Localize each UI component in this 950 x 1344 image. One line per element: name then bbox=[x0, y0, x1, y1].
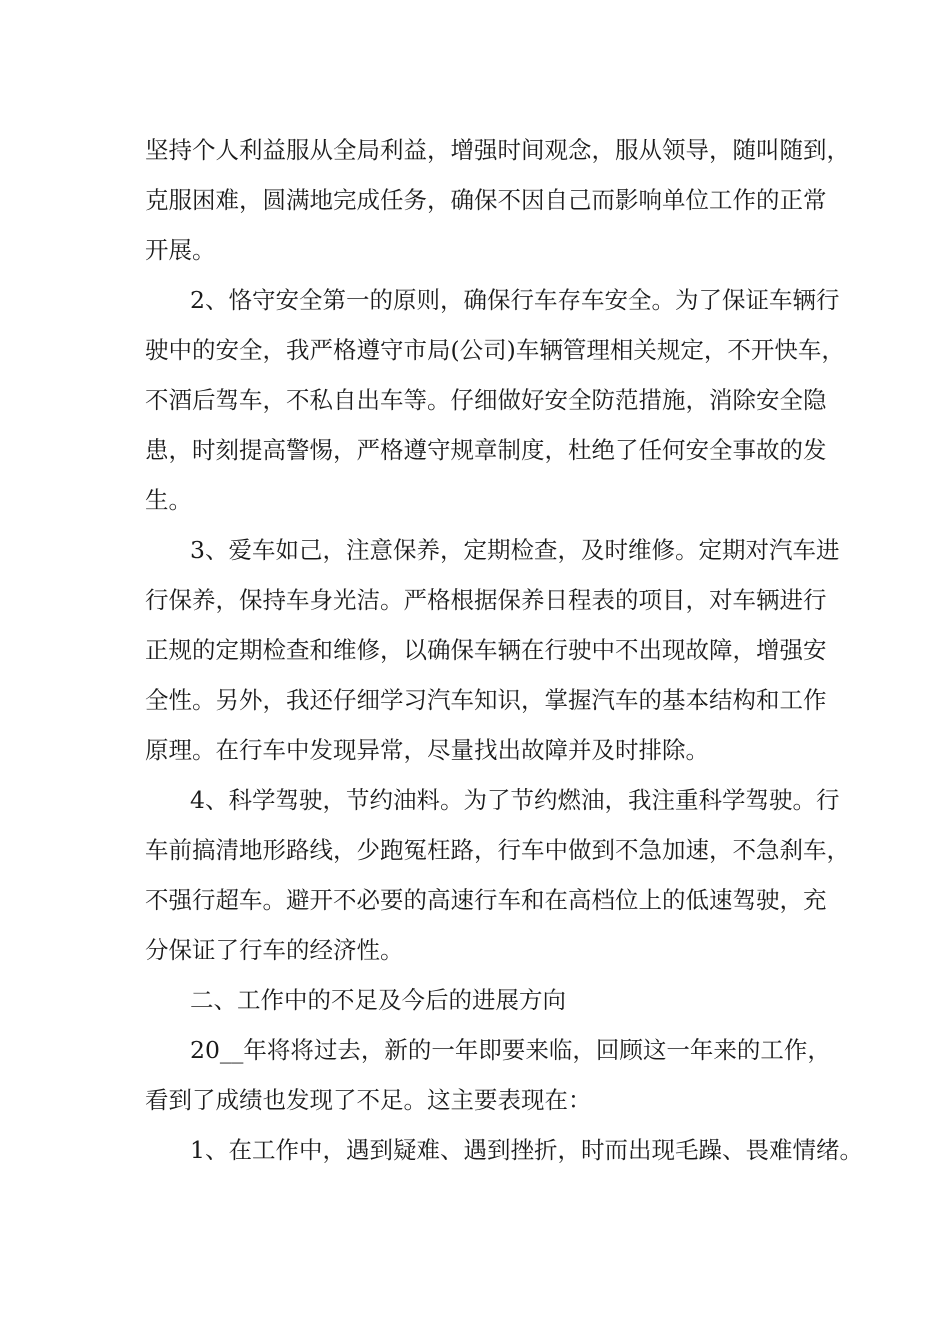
text-line: 原理。在行车中发现异常，尽量找出故障并及时排除。 bbox=[145, 736, 709, 764]
text-line: 患，时刻提高警惕，严格遵守规章制度，杜绝了任何安全事故的发 bbox=[145, 436, 827, 464]
paragraph-start-line: 1、在工作中，遇到疑难、遇到挫折，时而出现毛躁、畏难情绪。 bbox=[190, 1136, 863, 1164]
paragraph-start-line: 20__年将将过去，新的一年即要来临，回顾这一年来的工作， bbox=[190, 1036, 831, 1064]
text-line: 行保养，保持车身光洁。严格根据保养日程表的项目，对车辆进行 bbox=[145, 586, 827, 614]
text-line: 坚持个人利益服从全局利益，增强时间观念，服从领导，随叫随到， bbox=[145, 136, 850, 164]
text-line: 全性。另外，我还仔细学习汽车知识，掌握汽车的基本结构和工作 bbox=[145, 686, 827, 714]
text-line: 开展。 bbox=[145, 236, 216, 264]
text-line: 克服困难，圆满地完成任务，确保不因自己而影响单位工作的正常 bbox=[145, 186, 827, 214]
text-line: 不强行超车。避开不必要的高速行车和在高档位上的低速驾驶，充 bbox=[145, 886, 827, 914]
text-line: 正规的定期检查和维修，以确保车辆在行驶中不出现故障，增强安 bbox=[145, 636, 827, 664]
text-line: 车前搞清地形路线，少跑冤枉路，行车中做到不急加速，不急刹车， bbox=[145, 836, 850, 864]
text-line: 驶中的安全，我严格遵守市局(公司)车辆管理相关规定，不开快车， bbox=[145, 336, 845, 364]
paragraph-start-line: 3、爱车如己，注意保养，定期检查，及时维修。定期对汽车进 bbox=[190, 536, 840, 564]
paragraph-start-line: 4、科学驾驶，节约油料。为了节约燃油，我注重科学驾驶。行 bbox=[190, 786, 840, 814]
text-line: 看到了成绩也发现了不足。这主要表现在： bbox=[145, 1086, 592, 1114]
text-line: 不酒后驾车，不私自出车等。仔细做好安全防范措施，消除安全隐 bbox=[145, 386, 827, 414]
section-heading: 二、工作中的不足及今后的进展方向 bbox=[190, 986, 566, 1014]
text-line: 生。 bbox=[145, 486, 192, 514]
paragraph-start-line: 2、恪守安全第一的原则，确保行车存车安全。为了保证车辆行 bbox=[190, 286, 840, 314]
text-line: 分保证了行车的经济性。 bbox=[145, 936, 404, 964]
